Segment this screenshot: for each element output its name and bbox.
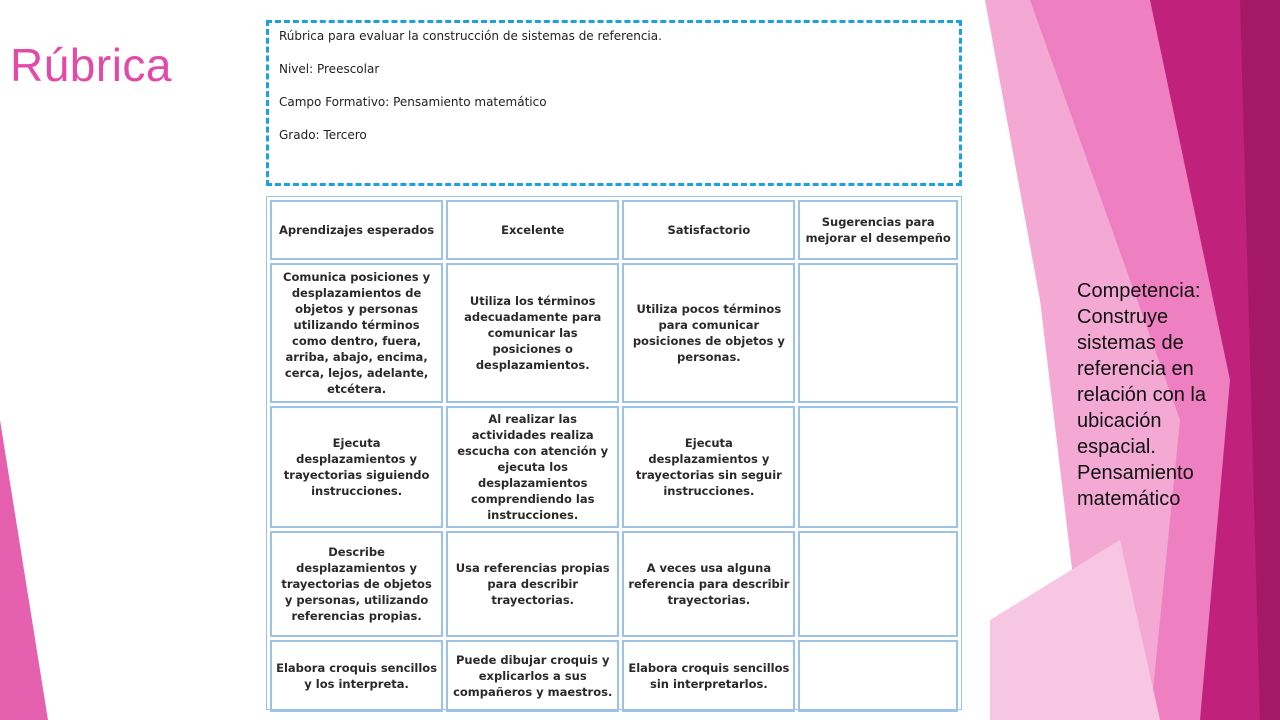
table-cell [798,263,958,403]
left-pink-shape [0,420,48,720]
info-box [266,20,962,186]
table-cell: Usa referencias propias para describir trayectorias. [446,531,619,637]
table-cell: Al realizar las actividades realiza escucha con atención y ejecuta los desplazamientos comprendiendo las instrucciones. [446,406,619,528]
competencia-text [1077,278,1257,512]
table-cell: Ejecuta desplazamientos y trayectorias siguiendo instrucciones. [270,406,443,528]
competencia-line: sistemas de [1077,332,1184,354]
table-cell: Describe desplazamientos y trayectorias de objetos y personas, utilizando referencias propias. [270,531,443,637]
table-cell: Elabora croquis sencillos y los interpreta. [270,640,443,712]
competencia-line: ubicación [1077,410,1162,432]
table-row [270,640,958,712]
header-cell: Sugerencias para mejorar el desempeño [798,200,958,260]
table-cell [798,531,958,637]
table-cell: Elabora croquis sencillos sin interpretarlos. [622,640,795,712]
competencia-line: Construye [1077,306,1169,328]
table-cell: Utiliza pocos términos para comunicar posiciones de objetos y personas. [622,263,795,403]
table-cell: Utiliza los términos adecuadamente para comunicar las posiciones o desplazamientos. [446,263,619,403]
field-line: Campo Formativo: Pensamiento matemático [279,95,547,109]
grade-line: Grado: Tercero [279,128,367,142]
header-cell: Aprendizajes esperados [270,200,443,260]
level-line: Nivel: Preescolar [279,62,380,76]
competencia-line: Pensamiento [1077,462,1194,484]
competencia-line: referencia en [1077,358,1194,380]
table-row [270,531,958,637]
competencia-line: Competencia: [1077,280,1201,302]
table-header-row [270,200,958,260]
header-cell: Excelente [446,200,619,260]
slide-title: Rúbrica [10,39,173,91]
table-cell [798,640,958,712]
table-cell: A veces usa alguna referencia para describir trayectorias. [622,531,795,637]
table-row [270,406,958,528]
header-cell: Satisfactorio [622,200,795,260]
table-cell [798,406,958,528]
table-cell: Ejecuta desplazamientos y trayectorias sin seguir instrucciones. [622,406,795,528]
competencia-line: espacial. [1077,436,1156,458]
competencia-line: relación con la [1077,384,1206,406]
table-row [270,263,958,403]
rubric-table-container [266,196,962,710]
competencia-line: matemático [1077,488,1181,510]
table-cell: Puede dibujar croquis y explicarlos a sus compañeros y maestros. [446,640,619,712]
rubric-description: Rúbrica para evaluar la construcción de sistemas de referencia. [279,29,662,43]
rubric-table [267,197,961,715]
table-cell: Comunica posiciones y desplazamientos de objetos y personas utilizando términos como dentro, fuera, arriba, abajo, encima, cerca, lejos, adelante, etcétera. [270,263,443,403]
